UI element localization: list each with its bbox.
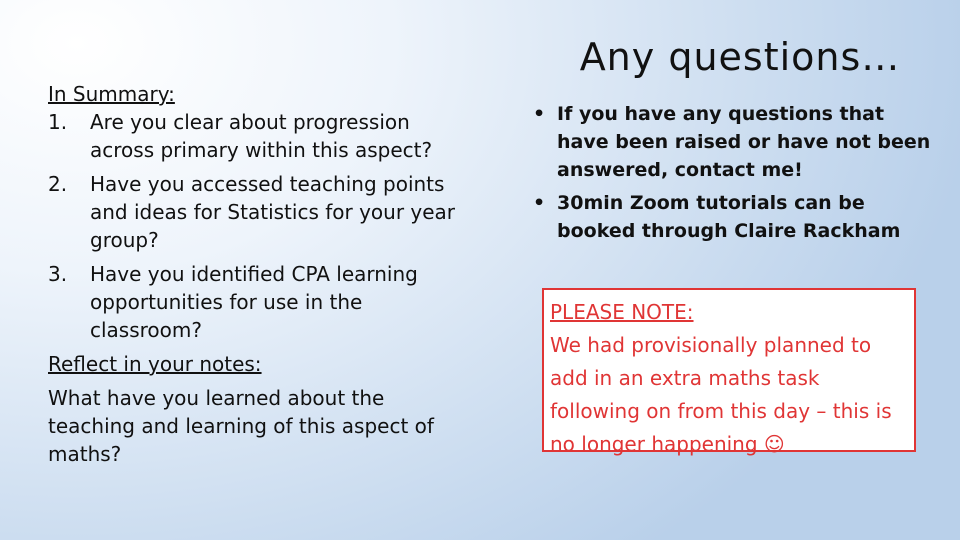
reflect-question: What have you learned about the teaching and learning of this aspect of maths? bbox=[48, 386, 434, 466]
questions-item-text: If you have any questions that have been raised or have not been answered, contact me! bbox=[557, 103, 931, 181]
smiley-icon: ☺ bbox=[763, 432, 785, 456]
bullet-icon: • bbox=[533, 192, 546, 214]
questions-item bbox=[533, 100, 933, 184]
summary-item-number: 3. bbox=[48, 262, 68, 286]
summary-item-number: 1. bbox=[48, 110, 68, 134]
summary-list bbox=[48, 108, 468, 344]
note-box bbox=[542, 288, 916, 456]
questions-item-text: 30min Zoom tutorials can be booked through Claire Rackham bbox=[557, 192, 901, 242]
summary-item-text: Have you accessed teaching points and ideas for Statistics for your year group? bbox=[90, 172, 456, 252]
summary-heading: In Summary: bbox=[48, 82, 175, 106]
summary-item bbox=[48, 170, 468, 254]
reflect-heading: Reflect in your notes: bbox=[48, 352, 262, 376]
bullet-icon: • bbox=[533, 103, 546, 125]
questions-title: Any questions… bbox=[579, 35, 901, 79]
summary-section bbox=[48, 80, 468, 468]
summary-item-text: Are you clear about progression across primary within this aspect? bbox=[90, 110, 433, 162]
summary-item bbox=[48, 108, 468, 164]
summary-item-number: 2. bbox=[48, 172, 68, 196]
questions-item bbox=[533, 189, 933, 245]
note-body: We had provisionally planned to add in an extra maths task following on from this day – this is no longer happening bbox=[550, 333, 892, 456]
summary-item-text: Have you identified CPA learning opportunities for use in the classroom? bbox=[90, 262, 418, 342]
summary-item bbox=[48, 260, 468, 344]
note-text bbox=[550, 329, 908, 461]
note-heading: PLEASE NOTE: bbox=[550, 300, 694, 324]
questions-list bbox=[533, 100, 933, 250]
